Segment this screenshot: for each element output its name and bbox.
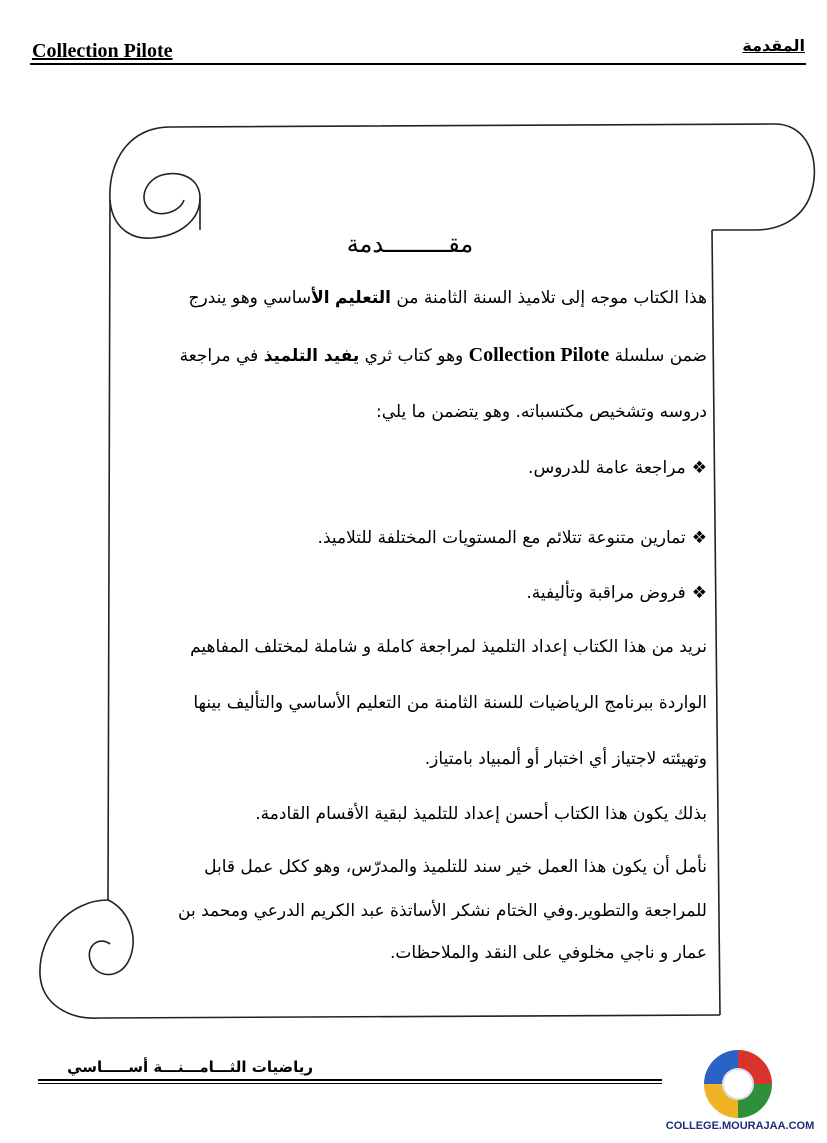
bullet-text: مراجعة عامة للدروس.	[528, 458, 686, 478]
intro-line-2-mid: وهو كتاب ثري	[359, 346, 469, 366]
intro-line-2	[180, 344, 707, 367]
intro-line-2-bold: يفيد التلميذ	[263, 346, 360, 366]
bullet-diamond-icon: ❖	[691, 458, 707, 478]
intro-line-2-pre: ضمن سلسلة	[609, 346, 707, 366]
thanks-line-3: عمار و ناجي مخلوفي على النقد والملاحظات.	[390, 943, 707, 963]
site-logo	[688, 1038, 788, 1124]
bullet-text: فروض مراقبة وتأليفية.	[526, 583, 686, 603]
bullet-diamond-icon: ❖	[691, 528, 707, 548]
intro-line-1-pre: هذا الكتاب موجه إلى تلاميذ السنة الثامنة من	[391, 288, 707, 308]
logo-caption[interactable]: COLLEGE.MOURAJAA.COM	[665, 1120, 815, 1132]
footer-rule-thin	[38, 1083, 662, 1084]
bullet-item	[528, 458, 707, 478]
bullet-diamond-icon: ❖	[691, 583, 707, 603]
intro-line-1-bold-2: الأ	[311, 288, 330, 308]
header-collection-title: Collection Pilote	[32, 40, 173, 62]
intro-line-3: دروسه وتشخيص مكتسباته. وهو يتضمن ما يلي:	[375, 402, 707, 422]
bullet-text: تمارين متنوعة تتلائم مع المستويات المختلفة للتلاميذ.	[317, 528, 686, 548]
goal-line-2: الواردة ببرنامج الرياضيات للسنة الثامنة من التعليم الأساسي والتأليف بينها	[193, 693, 707, 713]
intro-line-1	[189, 288, 707, 308]
intro-line-1-bold-1: التعليم	[335, 288, 391, 308]
thanks-line-1: نأمل أن يكون هذا العمل خير سند للتلميذ والمدرّس، وهو ككل عمل قابل	[204, 857, 707, 877]
document-title: مقـــــــــدمة	[346, 230, 474, 258]
preparation-line: بذلك يكون هذا الكتاب أحسن إعداد للتلميذ لبقية الأقسام القادمة.	[255, 804, 707, 824]
thanks-line-2: للمراجعة والتطوير.وفي الختام نشكر الأساتذة عبد الكريم الدرعي ومحمد بن	[178, 901, 707, 921]
footer-subject-title: رياضيات الثـــامـــنـــة أســـــاسي	[67, 1058, 313, 1076]
intro-line-2-post: في مراجعة	[179, 346, 264, 366]
bullet-item	[318, 528, 707, 548]
header-section-title: المقدمة	[742, 36, 805, 55]
goal-line-1: نريد من هذا الكتاب إعداد التلميذ لمراجعة كاملة و شاملة لمختلف المفاهيم	[190, 637, 707, 657]
bullet-item	[526, 583, 707, 603]
goal-line-3: وتهيئته لاجتياز أي اختبار أو ألمبياد بامتياز.	[424, 749, 707, 769]
intro-line-1-post: ساسي وهو يندرج	[188, 288, 312, 308]
footer-rule	[38, 1079, 662, 1081]
collection-name: Collection Pilote	[468, 344, 610, 366]
